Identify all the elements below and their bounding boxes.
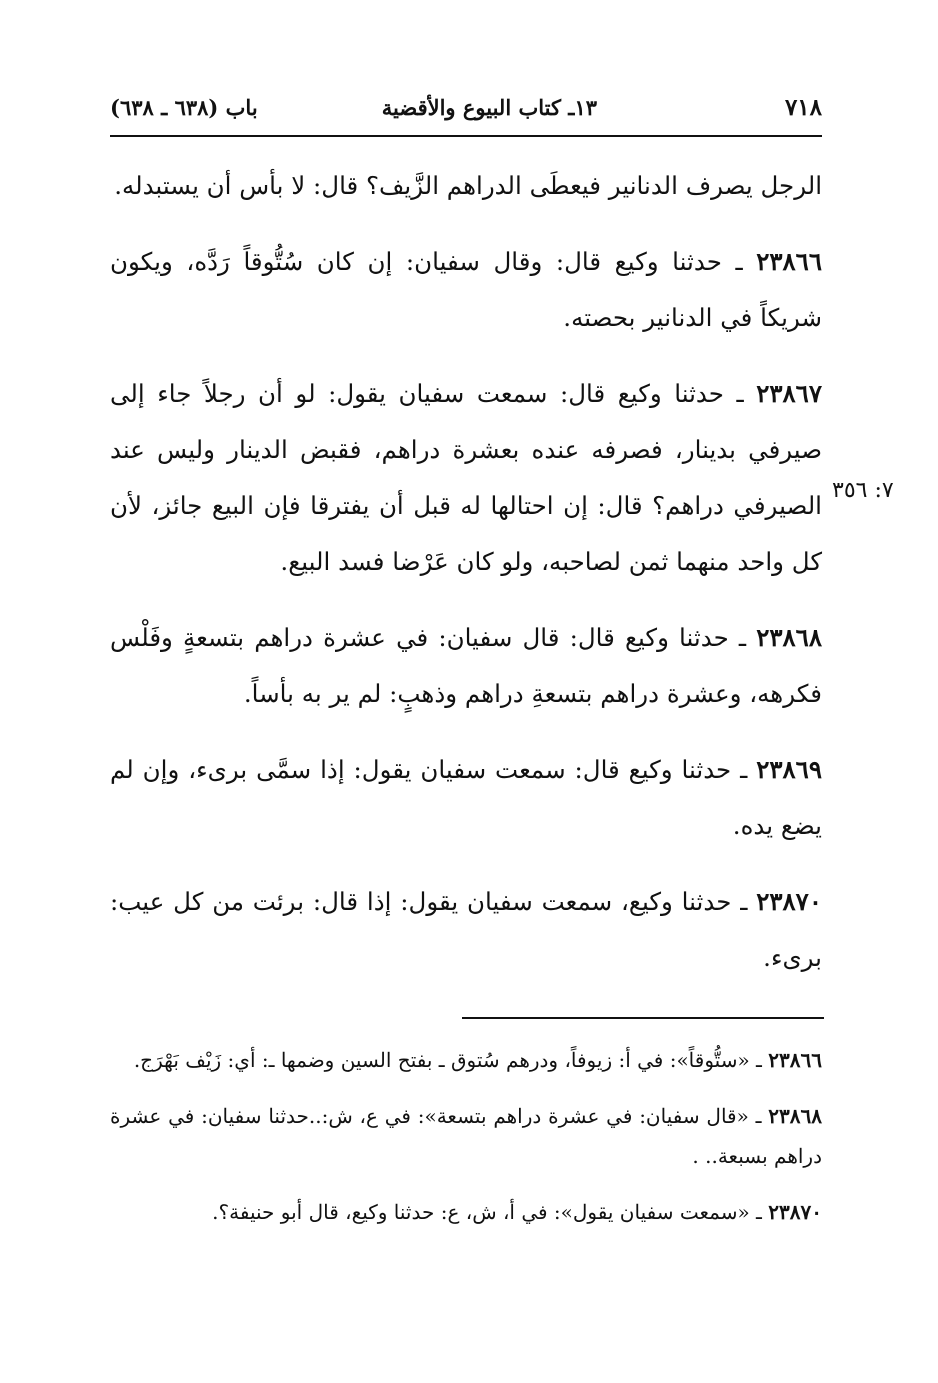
paragraph bbox=[110, 610, 822, 722]
paragraph-text: ـ حدثنا وكيع قال: قال سفيان: في عشرة دراهم بتسعةٍ وفَلْس فكرهه، وعشرة دراهم بتسعةِ دراهم وذهبٍ: لم ير به بأساً. bbox=[110, 623, 822, 708]
hadith-number: ٢٣٨٦٨ bbox=[756, 623, 822, 652]
page-number: ٧١٨ bbox=[784, 94, 822, 121]
footnote-text: ـ «قال سفيان: في عشرة دراهم بتسعة»: في ع، ش:..حدثنا سفيان: في عشرة دراهم بسبعة.. . bbox=[110, 1104, 822, 1168]
footnote bbox=[110, 1040, 822, 1080]
footnote bbox=[110, 1096, 822, 1176]
paragraph bbox=[110, 234, 822, 346]
paragraph bbox=[110, 158, 822, 214]
footnote-number: ٢٣٨٧٠ bbox=[768, 1200, 822, 1224]
paragraph-text: الرجل يصرف الدنانير فيعطَى الدراهم الزَّيف؟ قال: لا بأس أن يستبدله. bbox=[114, 171, 822, 200]
footnote-number: ٢٣٨٦٨ bbox=[768, 1104, 822, 1128]
paragraph-text: ـ حدثنا وكيع قال: سمعت سفيان يقول: إذا سمَّى برىء، وإن لم يضع يده. bbox=[110, 755, 822, 840]
hadith-number: ٢٣٨٧٠ bbox=[756, 887, 822, 916]
hadith-number: ٢٣٨٦٧ bbox=[756, 379, 822, 408]
book-title: ١٣ـ كتاب البيوع والأقضية bbox=[381, 95, 597, 120]
footnote-text: ـ «سمعت سفيان يقول»: في أ، ش، ع: حدثنا وكيع، قال أبو حنيفة؟. bbox=[212, 1200, 769, 1224]
footnote bbox=[110, 1192, 822, 1232]
chapter-title: باب (٦٣٨ ـ ٦٣٨) bbox=[110, 95, 258, 120]
margin-reference: ٧: ٣٥٦ bbox=[832, 478, 894, 503]
paragraph-text: ـ حدثنا وكيع قال: وقال سفيان: إن كان سُتُّوقاً رَدَّه، ويكون شريكاً في الدنانير بحصته. bbox=[110, 247, 822, 332]
paragraph bbox=[110, 874, 822, 986]
footnote-text: ـ «ستُّوقاً»: في أ: زيوفاً، ودرهم سُتوق ـ بفتح السين وضمها ـ: أي: زَيْف بَهْرَج. bbox=[133, 1048, 769, 1072]
paragraph-text: ـ حدثنا وكيع، سمعت سفيان يقول: إذا قال: برئت من كل عيب: برىء. bbox=[110, 887, 822, 972]
hadith-number: ٢٣٨٦٦ bbox=[756, 247, 822, 276]
footnote-number: ٢٣٨٦٦ bbox=[768, 1048, 822, 1072]
paragraph-text: ـ حدثنا وكيع قال: سمعت سفيان يقول: لو أن رجلاً جاء إلى صيرفي بدينار، فصرفه عنده بعشرة دراهم، فقبض الدينار وليس عند الصيرفي دراهم؟ قال: إن احتالها له قبل أن يفترقا فإن البيع جائز، لأن كل واحد منهما ثمن لصاحبه، ولو كان عَرْضا فسد البيع. bbox=[110, 379, 822, 576]
main-text bbox=[110, 158, 822, 1006]
footnote-rule bbox=[462, 1017, 824, 1019]
paragraph bbox=[110, 742, 822, 854]
page-header bbox=[110, 88, 822, 128]
hadith-number: ٢٣٨٦٩ bbox=[756, 755, 822, 784]
paragraph bbox=[110, 366, 822, 590]
header-rule bbox=[110, 135, 822, 137]
footnotes bbox=[110, 1040, 822, 1248]
